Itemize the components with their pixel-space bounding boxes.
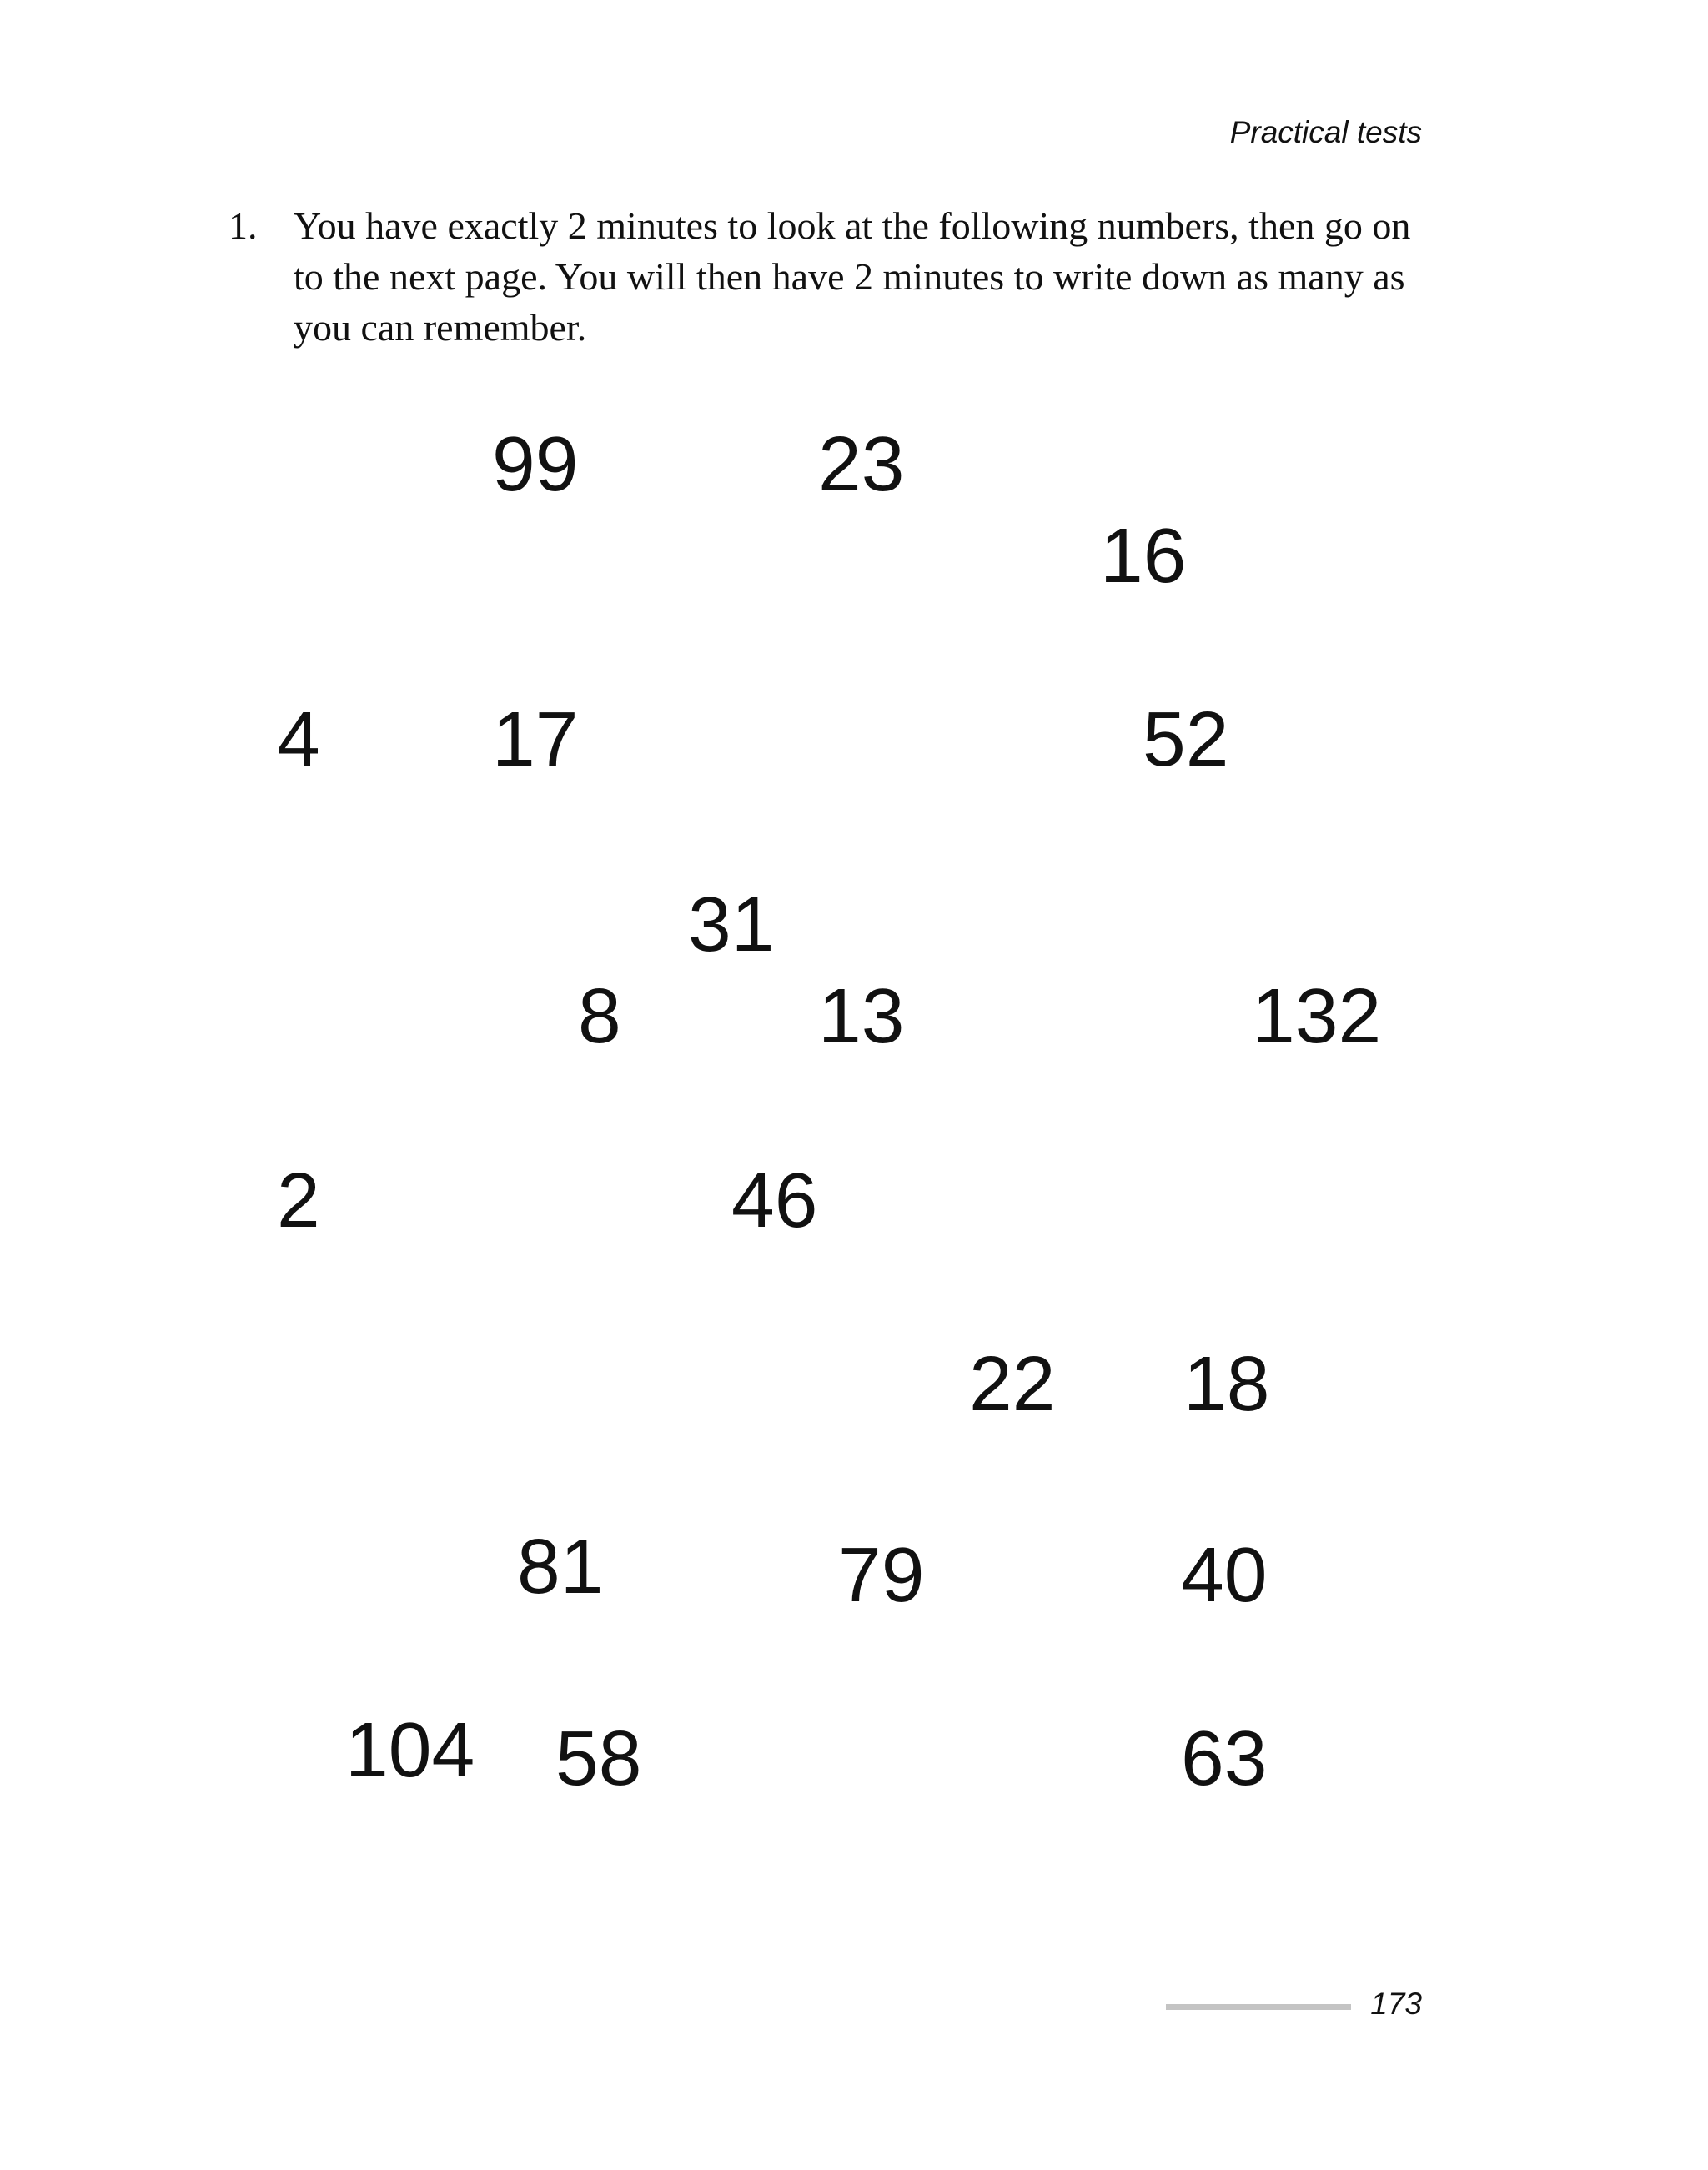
number-item: 79 [838, 1531, 925, 1618]
number-item: 2 [277, 1157, 320, 1243]
number-item: 18 [1183, 1340, 1270, 1427]
question-number: 1. [229, 204, 258, 247]
number-item: 8 [578, 972, 621, 1059]
number-item: 17 [492, 696, 579, 782]
number-item: 58 [555, 1715, 642, 1801]
number-item: 81 [517, 1523, 604, 1610]
number-item: 99 [492, 420, 579, 507]
running-head: Practical tests [1229, 115, 1422, 149]
question-text: You have exactly 2 minutes to look at the following numbers, then go on to the next page. You will then have 2 minutes to write down as many as you can remember. [294, 204, 1411, 349]
footer-rule [1166, 2004, 1351, 2010]
number-item: 16 [1100, 512, 1187, 599]
number-item: 52 [1143, 696, 1229, 782]
page-number: 173 [1370, 1987, 1422, 2021]
number-item: 132 [1252, 972, 1382, 1059]
number-item: 13 [818, 972, 905, 1059]
number-item: 40 [1181, 1531, 1268, 1618]
number-item: 104 [345, 1706, 475, 1793]
number-item: 31 [688, 881, 775, 967]
number-item: 4 [277, 696, 320, 782]
number-item: 22 [969, 1340, 1056, 1427]
number-item: 63 [1181, 1715, 1268, 1801]
number-item: 46 [731, 1157, 818, 1243]
number-item: 23 [818, 420, 905, 507]
